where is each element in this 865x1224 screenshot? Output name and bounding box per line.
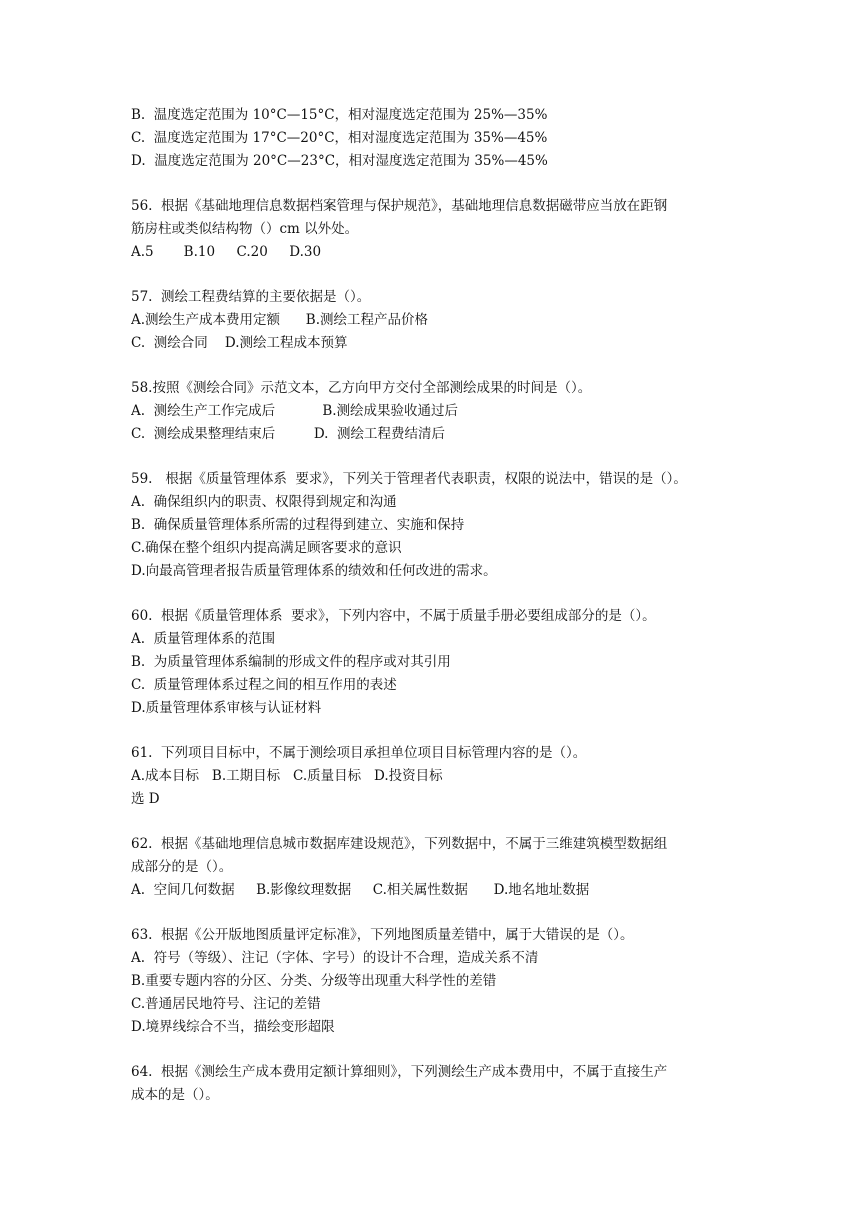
option-d: D.向最高管理者报告质量管理体系的绩效和任何改进的需求。 <box>131 563 497 579</box>
question-text: 62. 根据《基础地理信息城市数据库建设规范》，下列数据中，不属于三维建筑模型数据组 <box>131 836 668 852</box>
option-c: C. 质量管理体系过程之间的相互作用的表述 <box>131 677 397 693</box>
question-57 <box>131 286 741 355</box>
question-56 <box>131 195 741 264</box>
question-62 <box>131 833 741 902</box>
option-b: B.重要专题内容的分区、分类、分级等出现重大科学性的差错 <box>131 973 497 989</box>
question-58 <box>131 377 741 446</box>
answer-options: A.测绘生产成本费用定额 B.测绘工程产品价格 <box>131 312 428 328</box>
question-55-options <box>131 104 741 173</box>
option-b: B. 温度选定范围为 10°C—15°C，相对湿度选定范围为 25%—35% <box>131 107 548 123</box>
question-text-continued: 筋房柱或类似结构物（）cm 以外处。 <box>131 221 359 237</box>
answer-options: A.成本目标 B.工期目标 C.质量目标 D.投资目标 <box>131 768 443 784</box>
option-a: A. 符号（等级）、注记（字体、字号）的设计不合理，造成关系不清 <box>131 950 539 966</box>
question-text: 63. 根据《公开版地图质量评定标准》，下列地图质量差错中，属于大错误的是（）。 <box>131 927 634 943</box>
question-59 <box>131 468 741 583</box>
question-text: 58.按照《测绘合同》示范文本，乙方向甲方交付全部测绘成果的时间是（）。 <box>131 380 592 396</box>
question-text: 60. 根据《质量管理体系 要求》，下列内容中，不属于质量手册必要组成部分的是（）。 <box>131 608 656 624</box>
spacer <box>131 902 741 924</box>
question-61 <box>131 742 741 811</box>
option-d: D. 温度选定范围为 20°C—23°C，相对湿度选定范围为 35%—45% <box>131 153 548 169</box>
question-text-continued: 成本的是（）。 <box>131 1087 219 1103</box>
option-a: A. 确保组织内的职责、权限得到规定和沟通 <box>131 494 397 510</box>
option-a: A. 质量管理体系的范围 <box>131 631 276 647</box>
spacer <box>131 446 741 468</box>
question-text: 61. 下列项目目标中，不属于测绘项目承担单位项目目标管理内容的是（）。 <box>131 745 587 761</box>
option-b: B. 为质量管理体系编制的形成文件的程序或对其引用 <box>131 654 451 670</box>
option-c: C.确保在整个组织内提高满足顾客要求的意识 <box>131 540 402 556</box>
question-text: 56. 根据《基础地理信息数据档案管理与保护规范》，基础地理信息数据磁带应当放在距钢 <box>131 198 668 214</box>
document-body <box>131 104 741 1107</box>
question-63 <box>131 924 741 1039</box>
spacer <box>131 583 741 605</box>
answer-options: A. 空间几何数据 B.影像纹理数据 C.相关属性数据 D.地名地址数据 <box>131 882 590 898</box>
answer-options: C. 测绘合同 D.测绘工程成本预算 <box>131 335 348 351</box>
spacer <box>131 264 741 286</box>
question-text: 64. 根据《测绘生产成本费用定额计算细则》，下列测绘生产成本费用中，不属于直接生产 <box>131 1064 668 1080</box>
answer-options: A. 测绘生产工作完成后 B.测绘成果验收通过后 <box>131 403 459 419</box>
spacer <box>131 173 741 195</box>
answer-options: A.5 B.10 C.20 D.30 <box>131 244 322 260</box>
answer-key: 选 D <box>131 791 160 807</box>
spacer <box>131 355 741 377</box>
option-d: D.质量管理体系审核与认证材料 <box>131 700 322 716</box>
spacer <box>131 811 741 833</box>
option-b: B. 确保质量管理体系所需的过程得到建立、实施和保持 <box>131 517 465 533</box>
option-c: C. 温度选定范围为 17°C—20°C，相对湿度选定范围为 35%—45% <box>131 130 548 146</box>
question-text: 59. 根据《质量管理体系 要求》，下列关于管理者代表职责，权限的说法中，错误的是（）。 <box>131 471 687 487</box>
question-64 <box>131 1061 741 1107</box>
question-60 <box>131 605 741 720</box>
question-text: 57. 测绘工程费结算的主要依据是（）。 <box>131 289 371 305</box>
option-d: D.境界线综合不当，描绘变形超限 <box>131 1019 335 1035</box>
question-text-continued: 成部分的是（）。 <box>131 859 233 875</box>
spacer <box>131 1039 741 1061</box>
option-c: C.普通居民地符号、注记的差错 <box>131 996 321 1012</box>
spacer <box>131 720 741 742</box>
answer-options: C. 测绘成果整理结束后 D. 测绘工程费结清后 <box>131 426 446 442</box>
